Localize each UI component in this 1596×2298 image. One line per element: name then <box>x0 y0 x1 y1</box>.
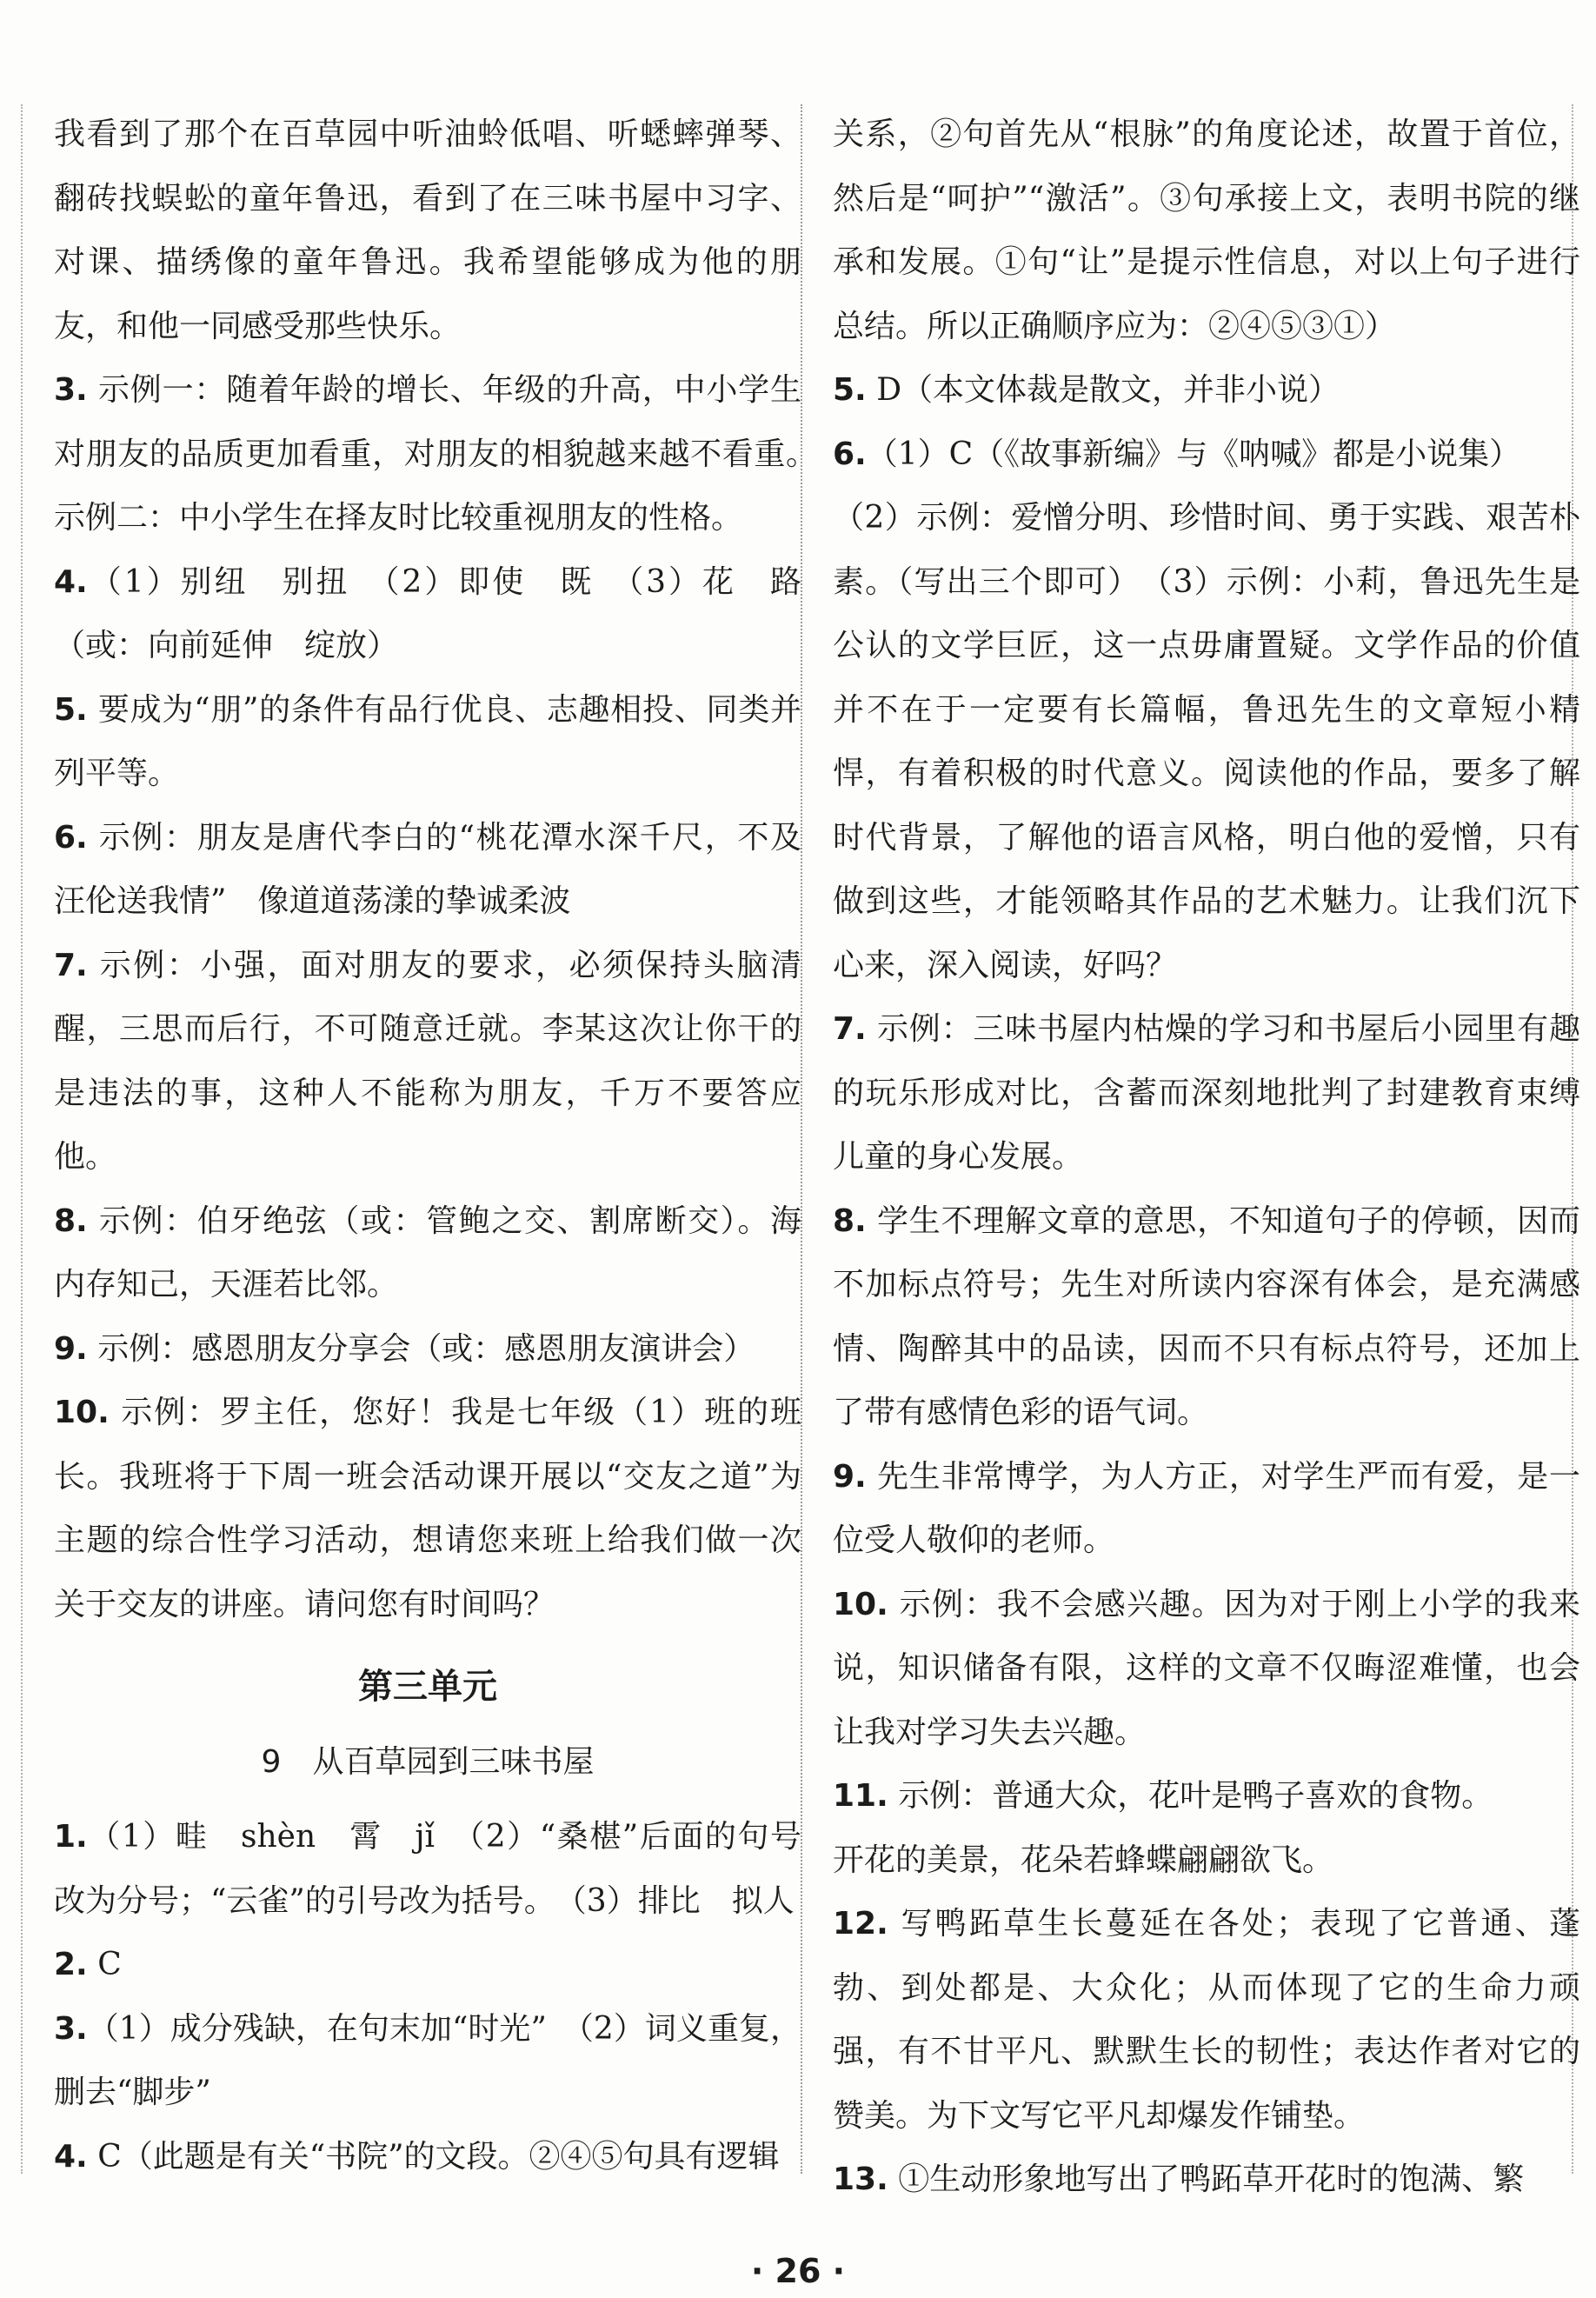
lesson-item-10 <box>833 1573 1580 1765</box>
lesson-item-1 <box>54 1805 801 1933</box>
item-number: 3. <box>54 2010 88 2047</box>
item-text: ①生动形象地写出了鸭跖草开花时的饱满、繁 <box>898 2161 1525 2197</box>
lesson-item-11-continued: 开花的美景，花朵若蜂蝶翩翩欲飞。 <box>833 1842 1334 1878</box>
lesson-item-8 <box>833 1189 1580 1445</box>
item-number: 9. <box>54 1330 88 1367</box>
item-text: 示例一：随着年龄的增长、年级的升高，中小学生对朋友的品质更加看重，对朋友的相貌越来越不看重。 示例二：中小学生在择友时比较重视朋友的性格。 <box>54 372 834 536</box>
item-number: 8. <box>833 1202 867 1239</box>
lesson-item-3 <box>54 1997 801 2125</box>
item-text: D（本文体裁是散文，并非小说） <box>876 372 1340 408</box>
answer-item-4 <box>54 550 801 678</box>
item-number: 4. <box>54 563 88 600</box>
item-number: 11. <box>833 1778 888 1814</box>
item-text: 示例：朋友是唐代李白的“桃花潭水深千尺，不及汪伦送我情” 像道道荡漾的挚诚柔波 <box>54 819 801 919</box>
item-text: 示例：感恩朋友分享会（或：感恩朋友演讲会） <box>97 1330 755 1367</box>
lesson-item-11 <box>833 1764 1580 1828</box>
item-text: 示例：普通大众，花叶是鸭子喜欢的食物。 <box>898 1778 1493 1814</box>
item-number: 6. <box>54 819 88 856</box>
item-text: （1）成分残缺，在句末加“时光” （2）词义重复，删去“脚步” <box>54 2010 801 2110</box>
answer-item-7 <box>54 934 801 1189</box>
item-text: （1）别纽 别扭 （2）即使 既 （3）花 路（或：向前延伸 绽放） <box>54 563 801 663</box>
item-text: 先生非常博学，为人方正，对学生严而有爱，是一位受人敬仰的老师。 <box>833 1458 1580 1558</box>
left-column <box>54 103 834 2188</box>
answer-item-8 <box>54 1189 801 1317</box>
item-number: 2. <box>54 1947 88 1982</box>
lesson-item-2 <box>54 1933 801 1997</box>
item-number: 5. <box>54 691 88 728</box>
item-number: 13. <box>833 2161 888 2197</box>
lesson-item-6-continued: （2）示例：爱憎分明、珍惜时间、勇于实践、艰苦朴素。（写出三个即可） （3）示例：小莉，鲁迅先生是公认的文学巨匠，这一点毋庸置疑。文学作品的价值并不在于一定要有长篇幅，鲁迅先生的文章短小精悍，有着积极的时代意义。阅读他的作品，要多了解时代背景，了解他的语言风格，明白他的爱憎，只有做到这些，才能领略其作品的艺术魅力。让我们沉下心来，深入阅读，好吗？ <box>833 500 1580 983</box>
lesson-item-13 <box>833 2148 1580 2212</box>
item-number: 3. <box>54 372 88 408</box>
item-number: 7. <box>833 1011 867 1047</box>
item-text: C（此题是有关“书院”的文段。②④⑤句具有逻辑 <box>97 2138 780 2175</box>
item-text: （1）C（《故事新编》与《呐喊》都是小说集） <box>866 436 1521 472</box>
item-number: 8. <box>54 1202 88 1239</box>
answer-continuation: 关系，②句首先从“根脉”的角度论述，故置于首位，然后是“呵护”“激活”。③句承接上文，表明书院的继承和发展。①句“让”是提示性信息，对以上句子进行总结。所以正确顺序应为：②④⑤③①） <box>833 117 1580 344</box>
item-number: 1. <box>54 1819 88 1855</box>
answer-item-6 <box>54 806 801 934</box>
left-margin-rule <box>21 104 23 2174</box>
item-text: 写鸭跖草生长蔓延在各处；表现了它普通、蓬勃、到处都是、大众化；从而体现了它的生命力顽强，有不甘平凡、默默生长的韧性；表达作者对它的赞美。为下文写它平凡却爆发作铺垫。 <box>833 1906 1580 2134</box>
item-text: 示例：伯牙绝弦（或：管鲍之交、割席断交）。海内存知己，天涯若比邻。 <box>54 1202 801 1302</box>
item-number: 4. <box>54 2138 88 2175</box>
answer-item-5 <box>54 678 801 806</box>
item-number: 5. <box>833 372 867 408</box>
item-text: 学生不理解文章的意思，不知道句子的停顿，因而不加标点符号；先生对所读内容深有体会，是充满感情、陶醉其中的品读，因而不只有标点符号，还加上了带有感情色彩的语气词。 <box>833 1202 1580 1430</box>
lesson-item-4 <box>54 2125 801 2189</box>
item-text: 要成为“朋”的条件有品行优良、志趣相投、同类并列平等。 <box>54 691 801 791</box>
lesson-item-7 <box>833 997 1580 1189</box>
unit-title: 第三单元 <box>358 1667 497 1707</box>
answer-item-3 <box>54 358 834 550</box>
right-column <box>833 103 1580 2212</box>
item-number: 6. <box>833 436 867 472</box>
answer-continuation: 我看到了那个在百草园中听油蛉低唱、听蟋蟀弹琴、翻砖找蜈蚣的童年鲁迅，看到了在三味书屋中习字、对课、描绣像的童年鲁迅。我希望能够成为他的朋友，和他一同感受那些快乐。 <box>54 117 801 344</box>
lesson-item-5 <box>833 358 1580 423</box>
answer-item-9 <box>54 1317 801 1382</box>
item-text: 示例：我不会感兴趣。因为对于刚上小学的我来说，知识储备有限，这样的文章不仅晦涩难懂，也会让我对学习失去兴趣。 <box>833 1586 1580 1750</box>
answer-item-10 <box>54 1381 801 1636</box>
item-number: 12. <box>833 1906 888 1942</box>
lesson-item-9 <box>833 1445 1580 1573</box>
item-text: 示例：罗主任，您好！我是七年级（1）班的班长。我班将于下周一班会活动课开展以“交友之道”为主题的综合性学习活动，想请您来班上给我们做一次关于交友的讲座。请问您有时间吗？ <box>54 1395 801 1622</box>
lesson-item-12 <box>833 1892 1580 2148</box>
page-number: · 26 · <box>750 2252 846 2290</box>
item-number: 10. <box>833 1586 888 1622</box>
item-text: 示例：小强，面对朋友的要求，必须保持头脑清醒，三思而后行，不可随意迁就。李某这次让你干的是违法的事，这种人不能称为朋友，千万不要答应他。 <box>54 947 801 1175</box>
item-text: 示例：三味书屋内枯燥的学习和书屋后小园里有趣的玩乐形成对比，含蓄而深刻地批判了封建教育束缚儿童的身心发展。 <box>833 1011 1580 1175</box>
item-number: 10. <box>54 1395 110 1430</box>
item-number: 9. <box>833 1458 867 1495</box>
lesson-item-6 <box>833 423 1580 487</box>
lesson-title: 9 从百草园到三味书屋 <box>261 1744 595 1780</box>
item-text: C <box>97 1947 122 1982</box>
item-number: 7. <box>54 947 88 983</box>
item-text: （1）畦 shèn 霄 jǐ （2）“桑椹”后面的句号改为分号；“云雀”的引号改为括号。 （3）排比 拟人 <box>54 1819 801 1919</box>
